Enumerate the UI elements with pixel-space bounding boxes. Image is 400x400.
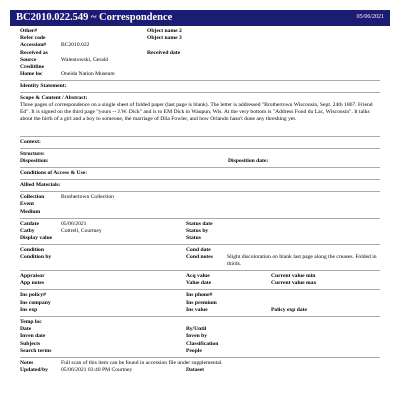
field-label: Subjects	[20, 340, 41, 347]
divider	[20, 136, 380, 137]
field-value: Cottrell, Courtney	[61, 227, 102, 234]
field-label: Ins exp	[20, 306, 38, 313]
updated-by-label: Updated/by	[20, 367, 48, 374]
field-row	[20, 254, 380, 268]
field-value	[315, 292, 380, 299]
field-row	[20, 360, 380, 367]
field-value	[61, 292, 186, 299]
field-label: Home loc	[20, 71, 43, 78]
field-value	[230, 292, 271, 299]
field-value	[61, 319, 186, 326]
scope-content-label: Scope & Content / Abstract:	[20, 95, 88, 102]
field-row	[20, 280, 380, 287]
field-value	[61, 307, 186, 314]
field-value	[61, 333, 186, 340]
field-row	[20, 300, 380, 307]
field-row	[20, 235, 380, 242]
conditions-access-label: Conditions of Access & Use:	[20, 170, 88, 177]
field-value	[61, 341, 186, 348]
field-label: Object name 3	[147, 35, 182, 42]
condition-label: Condition	[20, 247, 44, 254]
field-value	[61, 280, 186, 287]
catalog-fields	[20, 221, 380, 243]
divider	[20, 148, 380, 149]
field-value	[227, 326, 380, 333]
field-label: Display value	[20, 235, 53, 242]
field-label: Temp loc	[20, 319, 42, 325]
divider	[20, 244, 380, 245]
field-value	[227, 333, 380, 340]
field-row	[20, 64, 380, 71]
field-label: Object name 2	[147, 28, 182, 34]
field-row	[20, 209, 380, 216]
field-label	[271, 300, 315, 307]
field-value	[227, 348, 380, 355]
field-value: Brothertown Collection	[61, 194, 114, 201]
cond-date-label: Cond date	[186, 247, 211, 254]
field-value	[230, 307, 271, 314]
field-row	[20, 35, 380, 42]
dataset-value	[227, 367, 380, 374]
divider	[20, 289, 380, 290]
field-label: Medium	[20, 208, 41, 215]
condition-by-label: Condition by	[20, 254, 52, 261]
field-label: Search terms	[20, 347, 52, 354]
identity-statement-label: Identity Statement:	[20, 83, 67, 90]
field-row	[20, 367, 380, 374]
record-title-bar	[10, 10, 390, 26]
field-row	[20, 319, 380, 326]
field-label: Current value min	[271, 273, 316, 280]
field-label: Received date	[147, 49, 181, 56]
field-label: Appraisor	[20, 273, 45, 280]
cond-date-value	[227, 247, 380, 254]
divider	[20, 316, 380, 317]
field-label: Other#	[20, 28, 38, 34]
field-row	[20, 348, 380, 355]
field-label	[186, 319, 227, 326]
field-label: Classification	[186, 340, 219, 347]
condition-fields	[20, 247, 380, 268]
record-date: 05/06/2021	[356, 14, 384, 21]
divider	[20, 167, 380, 168]
field-value	[61, 28, 147, 35]
field-label: Accession#	[20, 42, 47, 49]
context-label: Context:	[20, 138, 41, 145]
collection-fields	[20, 194, 380, 216]
allied-materials-label: Allied Materials:	[20, 182, 61, 189]
disposition-label: Disposition:	[20, 157, 49, 164]
divider	[20, 191, 380, 192]
updated-by-value: 05/06/2021 03:40 PM Courtney	[61, 367, 133, 374]
field-label: People	[186, 347, 202, 354]
field-label: Received as	[20, 49, 48, 56]
field-label: Refer code	[20, 35, 46, 42]
field-row	[20, 151, 380, 158]
field-value	[230, 273, 271, 280]
field-row	[20, 71, 380, 78]
field-label: App notes	[20, 280, 45, 287]
field-label: Creditline	[20, 63, 45, 70]
field-value	[61, 348, 186, 355]
field-row	[20, 201, 380, 208]
field-value	[315, 273, 380, 280]
field-value	[61, 64, 147, 71]
field-value	[227, 341, 380, 348]
field-value: 05/06/2021	[61, 220, 87, 227]
field-value	[315, 307, 380, 314]
divider	[20, 218, 380, 219]
top-fields	[20, 28, 380, 78]
field-label: Catby	[20, 227, 35, 234]
field-value	[61, 35, 147, 42]
divider	[20, 357, 380, 358]
field-row	[20, 194, 380, 201]
field-row	[20, 333, 380, 340]
condition-value	[61, 247, 186, 254]
appraisal-fields	[20, 273, 380, 287]
notes-value: Full scan of this item can be found in accession file under supplemental.	[61, 359, 223, 366]
insurance-fields	[20, 292, 380, 314]
field-label: Status by	[186, 227, 209, 234]
field-row	[20, 28, 380, 35]
field-label: Inven by	[186, 333, 207, 340]
field-label: Collection	[20, 194, 45, 201]
structure-block	[20, 151, 380, 165]
field-row	[20, 273, 380, 280]
field-label: Status date	[186, 220, 213, 227]
notes-fields	[20, 360, 380, 374]
field-value	[227, 228, 380, 235]
field-row	[20, 326, 380, 333]
field-row	[20, 307, 380, 314]
field-label: Value date	[186, 280, 212, 287]
field-label: Current value max	[271, 280, 317, 287]
divider	[20, 179, 380, 180]
field-value	[230, 300, 271, 307]
field-row	[20, 221, 380, 228]
field-row	[20, 158, 380, 165]
field-label: Acq value	[186, 273, 210, 280]
field-label	[271, 292, 315, 299]
field-row	[20, 292, 380, 299]
field-value	[61, 326, 186, 333]
record-title: BC2010.022.549 ~ Correspondence	[16, 11, 173, 23]
field-label: Ins policy#	[20, 292, 46, 299]
field-label: Catdate	[20, 220, 39, 227]
field-row	[20, 42, 380, 49]
field-value: BC2010.022	[61, 42, 90, 49]
field-value: Oneida Nation Museum	[61, 71, 115, 78]
field-value	[227, 221, 380, 228]
disposition-date-label: Disposition date:	[228, 157, 269, 164]
condition-by-value	[61, 254, 186, 268]
field-row	[20, 228, 380, 235]
field-value	[61, 273, 186, 280]
scope-content-text: Three pages of correspondence on a single sheet of folded paper (last page is blank). The letter is addressed "Brothertown Wisconsin, Sept. 24th 1867. Friend Ed". It is signed on the third page "yours -- J.W. Dick" and is to EM Dick in Waupun, Wis. At the very bottom is "Address Fond du Lac, Wisconsin". It talks about the birth of a girl and a boy to someone, the marriage of Dila Fowler, and how Orlando hasn't done any threshing yet.	[20, 102, 373, 122]
divider	[20, 270, 380, 271]
dataset-label: Dataset	[186, 367, 205, 374]
field-label: By/Until	[186, 326, 207, 333]
field-row	[20, 247, 380, 254]
field-label: Ins value	[186, 306, 208, 313]
divider	[20, 80, 380, 81]
cond-notes-value: Slight discoloration on blank last page along the creases. Folded in thirds.	[227, 254, 377, 268]
structure-label: Structure:	[20, 150, 45, 157]
divider	[20, 92, 380, 93]
field-value	[315, 300, 380, 307]
field-label: Date	[20, 326, 32, 333]
field-value	[61, 235, 186, 242]
field-value	[227, 319, 380, 326]
misc-fields	[20, 319, 380, 355]
field-label: Status	[186, 235, 201, 242]
field-row	[20, 57, 380, 64]
field-row	[20, 341, 380, 348]
cond-notes-label: Cond notes	[186, 254, 213, 261]
field-label: Ins company	[20, 299, 51, 306]
field-label: Inven date	[20, 333, 46, 340]
field-label: Ins premium	[186, 299, 217, 306]
field-value	[61, 300, 186, 307]
field-label: Event	[20, 201, 34, 208]
field-value	[315, 280, 380, 287]
field-value	[227, 235, 380, 242]
field-label: Source	[20, 56, 37, 63]
field-value: Walentowski, Gerald	[61, 56, 109, 63]
field-value	[230, 280, 271, 287]
notes-label: Notes	[20, 359, 34, 366]
field-label: Policy exp date	[271, 306, 308, 313]
field-value	[61, 50, 147, 57]
field-row	[20, 50, 380, 57]
field-label: Ins phone#	[186, 292, 213, 299]
